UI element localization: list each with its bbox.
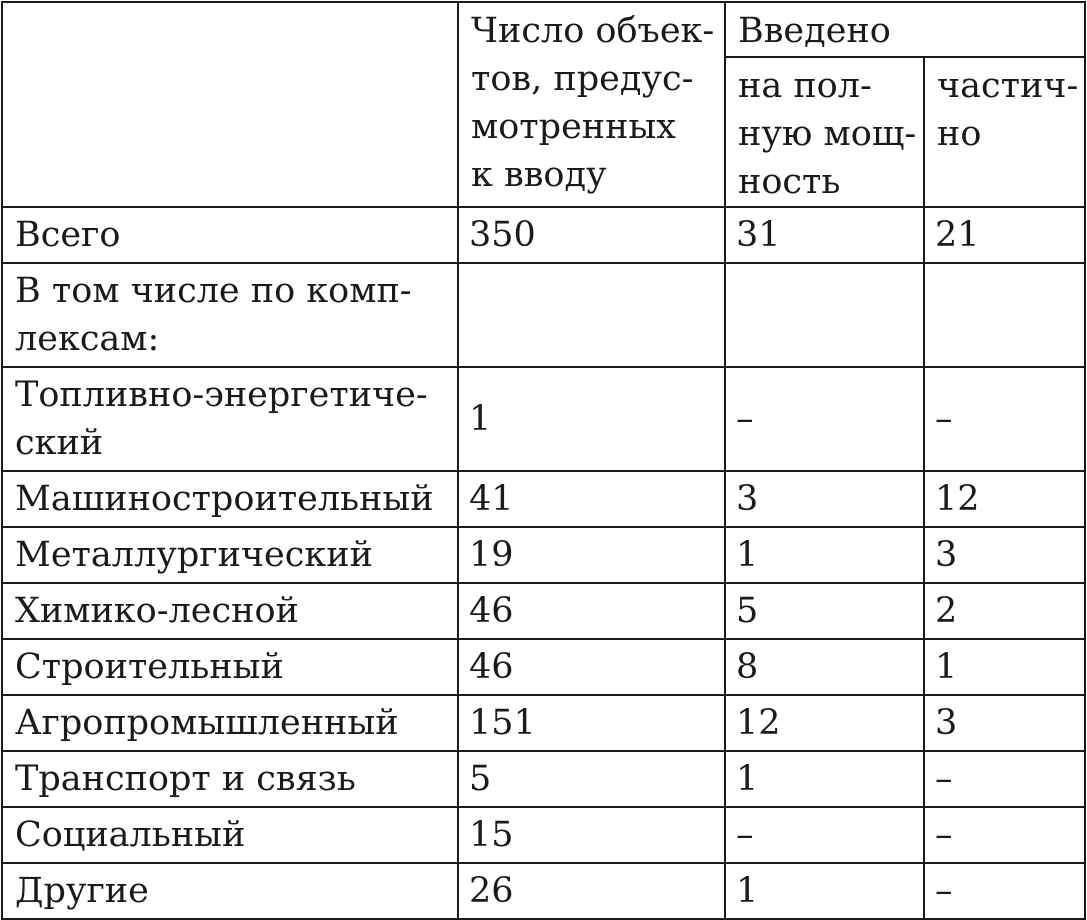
commissioning-table: [1, 1, 1086, 920]
cell-planned: 350: [458, 207, 725, 263]
cell-name: Машиностроительный: [2, 471, 458, 527]
cell-full: [725, 263, 924, 367]
header-group-introduced: Введено: [725, 2, 1085, 57]
table-row: [2, 263, 1085, 367]
cell-name: Социальный: [2, 807, 458, 863]
cell-name: Химико-лесной: [2, 583, 458, 639]
cell-name: Транспорт и связь: [2, 751, 458, 807]
header-col-name: [2, 2, 458, 207]
cell-partial: 12: [924, 471, 1085, 527]
table-row: [2, 807, 1085, 863]
cell-partial: 3: [924, 695, 1085, 751]
cell-full: 3: [725, 471, 924, 527]
cell-partial: 3: [924, 527, 1085, 583]
cell-planned: 19: [458, 527, 725, 583]
cell-planned: 46: [458, 583, 725, 639]
cell-name: Агропромышленный: [2, 695, 458, 751]
cell-partial: –: [924, 751, 1085, 807]
cell-name: Топливно-энергетиче- ский: [2, 367, 458, 471]
table-row: [2, 583, 1085, 639]
cell-partial: –: [924, 807, 1085, 863]
table-row: [2, 527, 1085, 583]
table-row: [2, 863, 1085, 919]
cell-name: Другие: [2, 863, 458, 919]
cell-partial: 1: [924, 639, 1085, 695]
cell-partial: –: [924, 367, 1085, 471]
header-row-1: [2, 2, 1085, 57]
table-row: [2, 367, 1085, 471]
cell-name: Металлургический: [2, 527, 458, 583]
header-col-partial: частич- но: [924, 57, 1085, 207]
cell-partial: 21: [924, 207, 1085, 263]
cell-full: 5: [725, 583, 924, 639]
cell-planned: 151: [458, 695, 725, 751]
table-row: [2, 639, 1085, 695]
cell-planned: 5: [458, 751, 725, 807]
table-row: [2, 695, 1085, 751]
cell-planned: 26: [458, 863, 725, 919]
cell-full: 1: [725, 863, 924, 919]
cell-name: Строительный: [2, 639, 458, 695]
cell-name: Всего: [2, 207, 458, 263]
cell-partial: [924, 263, 1085, 367]
header-col-planned: Число объек- тов, предус- мотренных к вводу: [458, 2, 725, 207]
table-header: [2, 2, 1085, 207]
cell-full: 31: [725, 207, 924, 263]
cell-full: 12: [725, 695, 924, 751]
table-row: [2, 751, 1085, 807]
header-col-full-capacity: на пол- ную мощ- ность: [725, 57, 924, 207]
cell-planned: [458, 263, 725, 367]
cell-planned: 1: [458, 367, 725, 471]
cell-planned: 15: [458, 807, 725, 863]
cell-planned: 41: [458, 471, 725, 527]
data-table-container: [1, 1, 1086, 920]
cell-full: –: [725, 367, 924, 471]
cell-partial: –: [924, 863, 1085, 919]
cell-full: 1: [725, 527, 924, 583]
cell-partial: 2: [924, 583, 1085, 639]
cell-name: В том числе по комп- лексам:: [2, 263, 458, 367]
cell-planned: 46: [458, 639, 725, 695]
table-row: [2, 207, 1085, 263]
cell-full: 8: [725, 639, 924, 695]
table-row: [2, 471, 1085, 527]
table-body: [2, 207, 1085, 919]
cell-full: 1: [725, 751, 924, 807]
cell-full: –: [725, 807, 924, 863]
